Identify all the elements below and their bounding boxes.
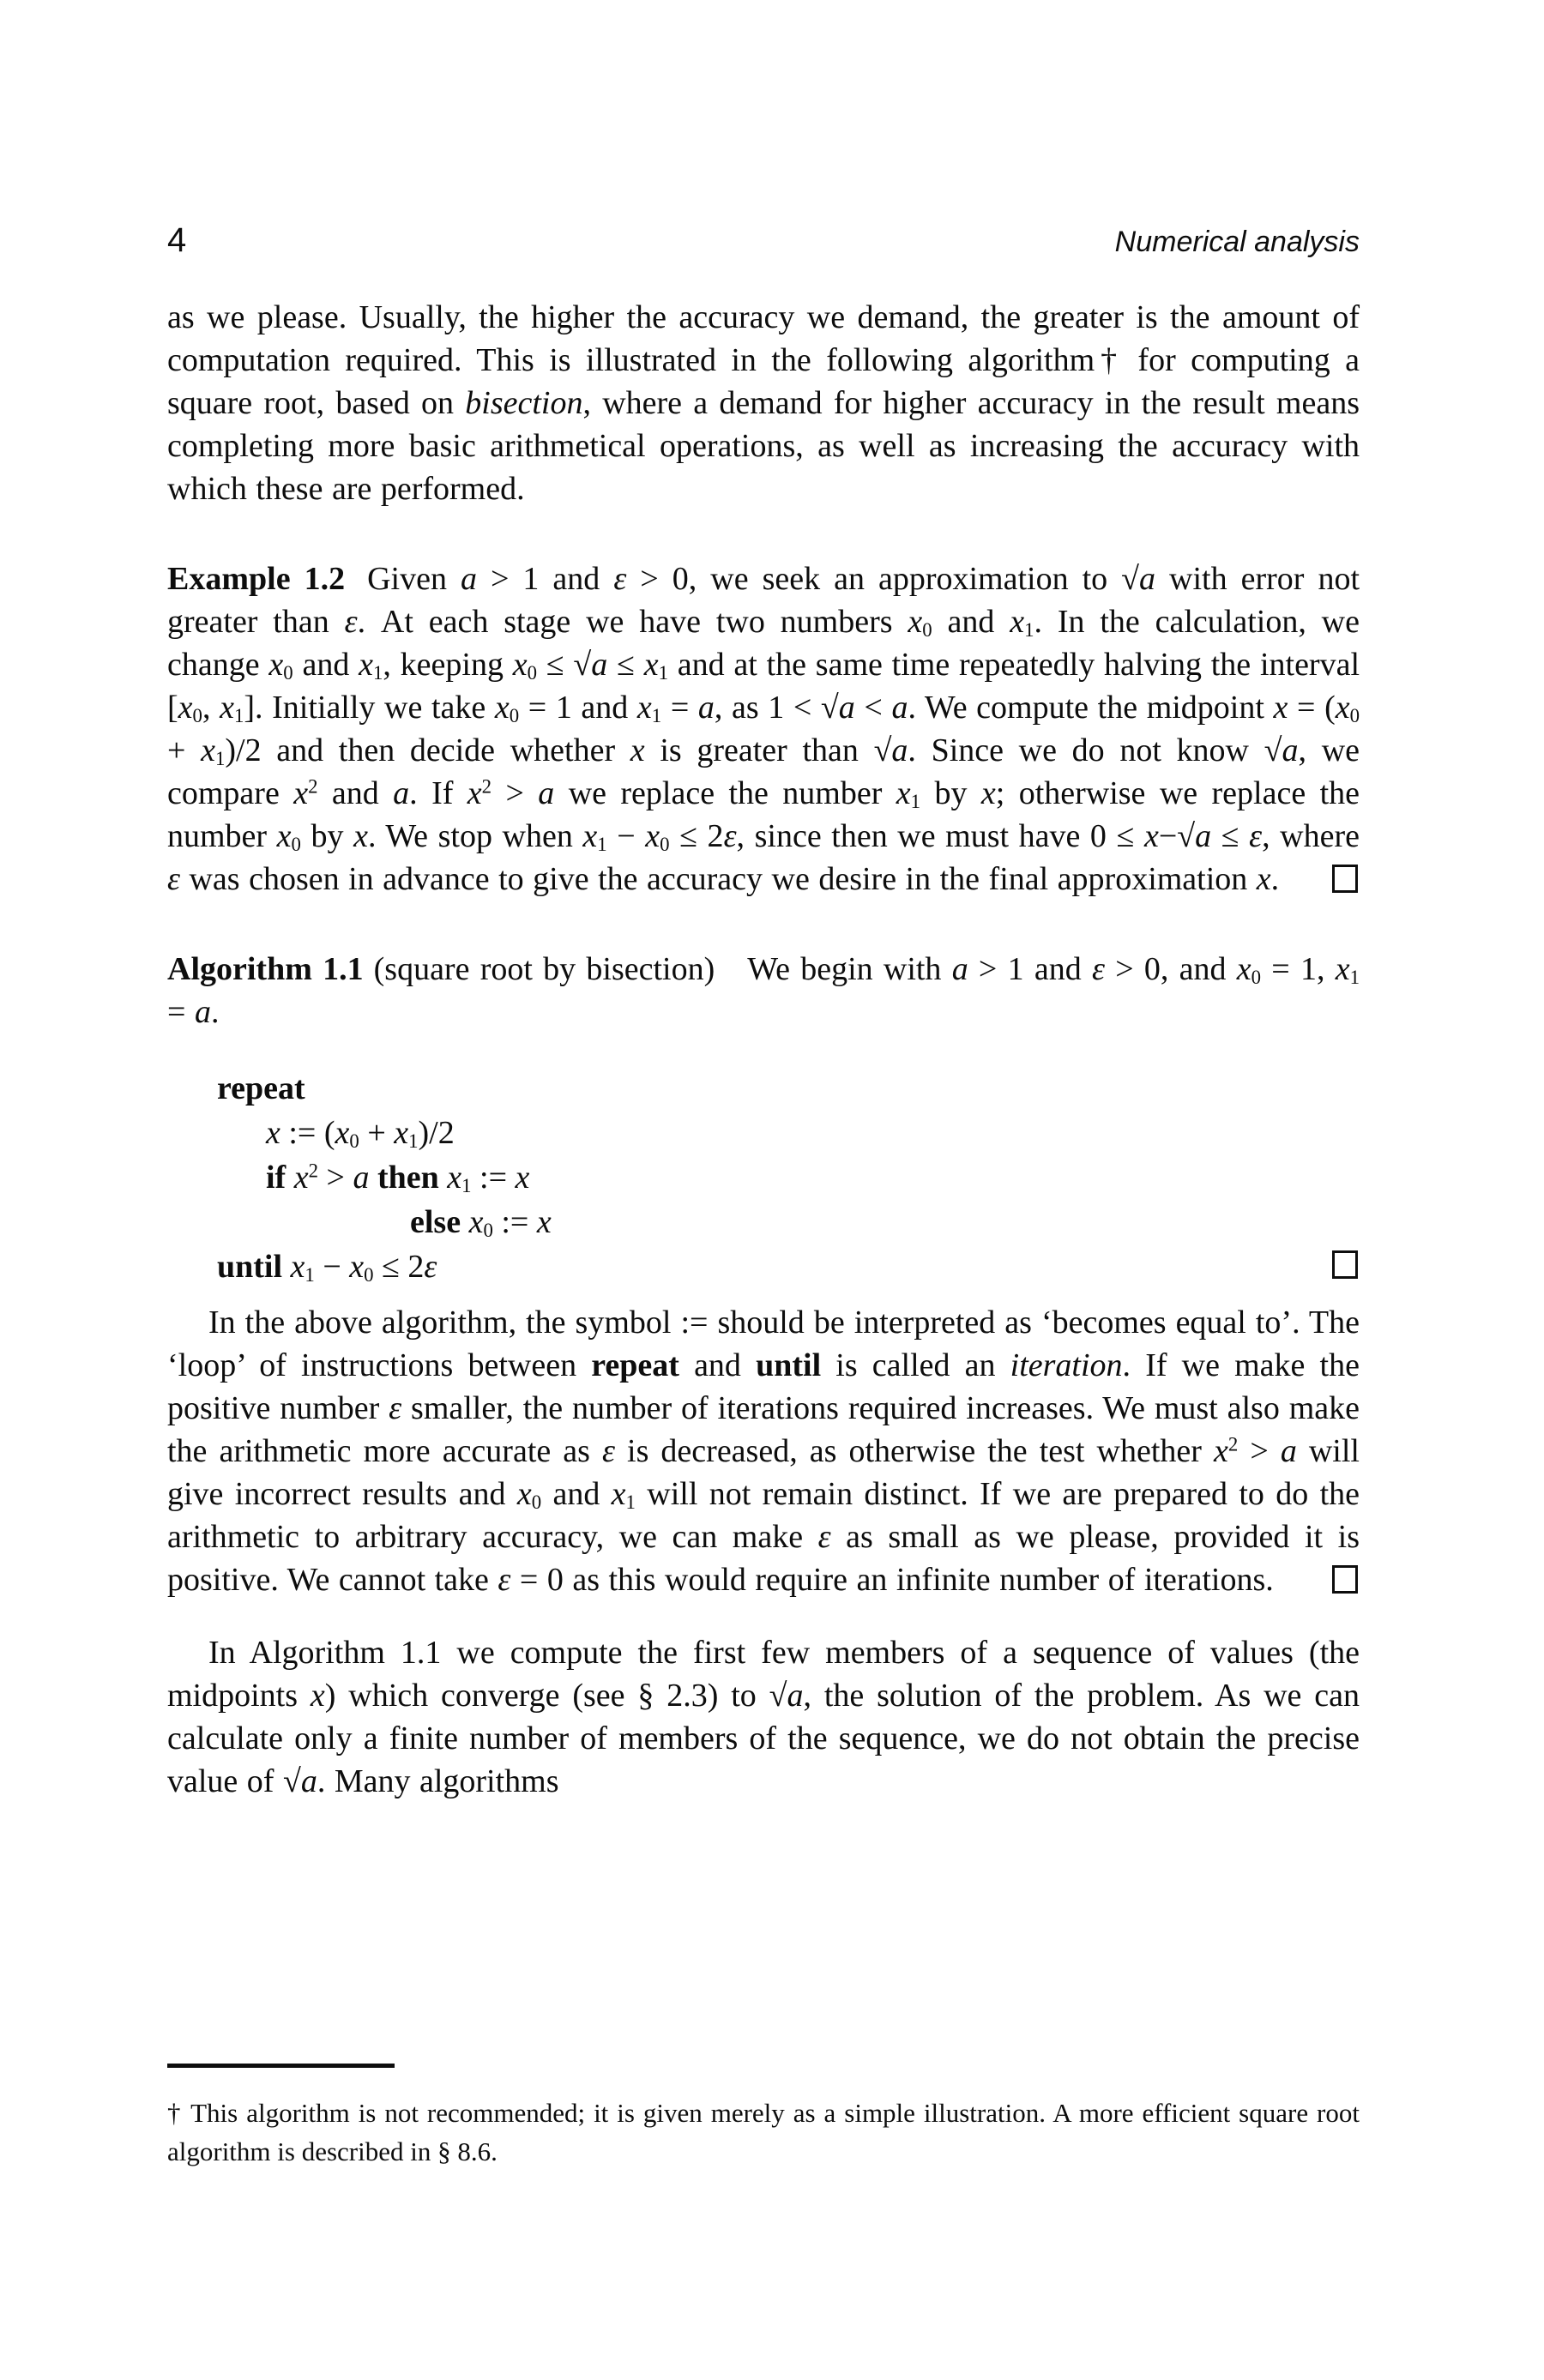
page-number: 4 (167, 221, 188, 259)
code-line-until (167, 1244, 1360, 1289)
running-head: Numerical analysis (1114, 226, 1360, 258)
footnote-text: † This algorithm is not recommended; it is given merely as a simple illustration. A more efficient square root algorithm is described in § 8.6. (167, 2098, 1360, 2166)
code-line-if-then: if $x^2 > a$ then $x_1$ := x (266, 1160, 530, 1197)
discussion-text: In the above algorithm, the symbol := should be interpreted as ‘becomes equal to’. The ‘loop’ of instructions between repeat and until is called an iteration. If we make the positive number ε smaller, the number of iterations required increases. We must also make the arithmetic more accurate as ε is decreased, as otherwise the test whether $x^2 > a$ will give incorrect results and $x_0$ and $x_1$ will not remain distinct. If we are prepared to do the arithmetic to arbitrary accuracy, we can make ε as small as we please, provided it is positive. We cannot take ε = 0 as this would require an infinite number of iterations. (167, 1304, 1360, 1598)
footnote-rule (167, 2064, 395, 2068)
footnote (167, 2064, 1360, 2171)
example-label: Example 1.2 (167, 561, 346, 597)
page-header (167, 221, 1360, 260)
qed-box (1332, 1565, 1358, 1594)
qed-box (1332, 865, 1358, 893)
algorithm-label: Algorithm 1.1 (167, 951, 364, 987)
example-text: Given a > 1 and ε > 0, we seek an approximation to √a with error not greater than ε. At each stage we have two numbers $x_0$ and $x_1$. In the calculation, we change $x_0$ and $x_1$, keeping $x_0 \le √a \le x_1$ and at the same time repeatedly halving the interval [$x_0$, $x_1$]. Initially we take $x_0 = 1$ and $x_1 = a$, as 1 < √a < a. We compute the midpoint $x = (x_0 + x_1)/2$ and then decide whether x is greater than √a. Since we do not know √a, we compare $x^2$ and a. If $x^2 > a$ we replace the number $x_1$ by x; otherwise we replace the number $x_0$ by x. We stop when $x_1 - x_0 \le 2\varepsilon$, since then we must have 0 ≤ x−√a ≤ ε, where ε was chosen in advance to give the accuracy we desire in the final approximation x. (167, 561, 1360, 897)
paragraph-intro: as we please. Usually, the higher the accuracy we demand, the greater is the amount of computation required. This is illustrated in the following algorithm† for computing a square root, based on bisection, where a demand for higher accuracy in the result means completing more basic arithmetical operations, as well as increasing the accuracy with which these are performed. (167, 299, 1360, 507)
qed-box (1332, 1250, 1358, 1279)
paragraph-sequence: In Algorithm 1.1 we compute the first few members of a sequence of values (the midpoints x) which converge (see § 2.3) to √a, the solution of the problem. As we can calculate only a finite number of members of the sequence, we do not obtain the precise value of √a. Many algorithms (167, 1635, 1360, 1799)
algorithm-code-block (167, 1066, 1360, 1289)
paragraph-discussion (167, 1301, 1360, 1601)
text-column (167, 296, 1360, 1803)
example-paragraph (167, 557, 1360, 901)
code-line-assign: x := $(x_0 + x_1)/2$ (266, 1115, 455, 1153)
algorithm-text: (square root by bisection) We begin with a > 1 and ε > 0, and $x_0 = 1$, $x_1 = a$. (167, 951, 1360, 1030)
code-line-else: else $x_0$ := x (410, 1204, 552, 1242)
code-until-text: until $x_1 - x_0 \le 2\varepsilon$ (217, 1249, 437, 1286)
algorithm-paragraph (167, 948, 1360, 1033)
code-line-repeat: repeat (217, 1070, 305, 1106)
